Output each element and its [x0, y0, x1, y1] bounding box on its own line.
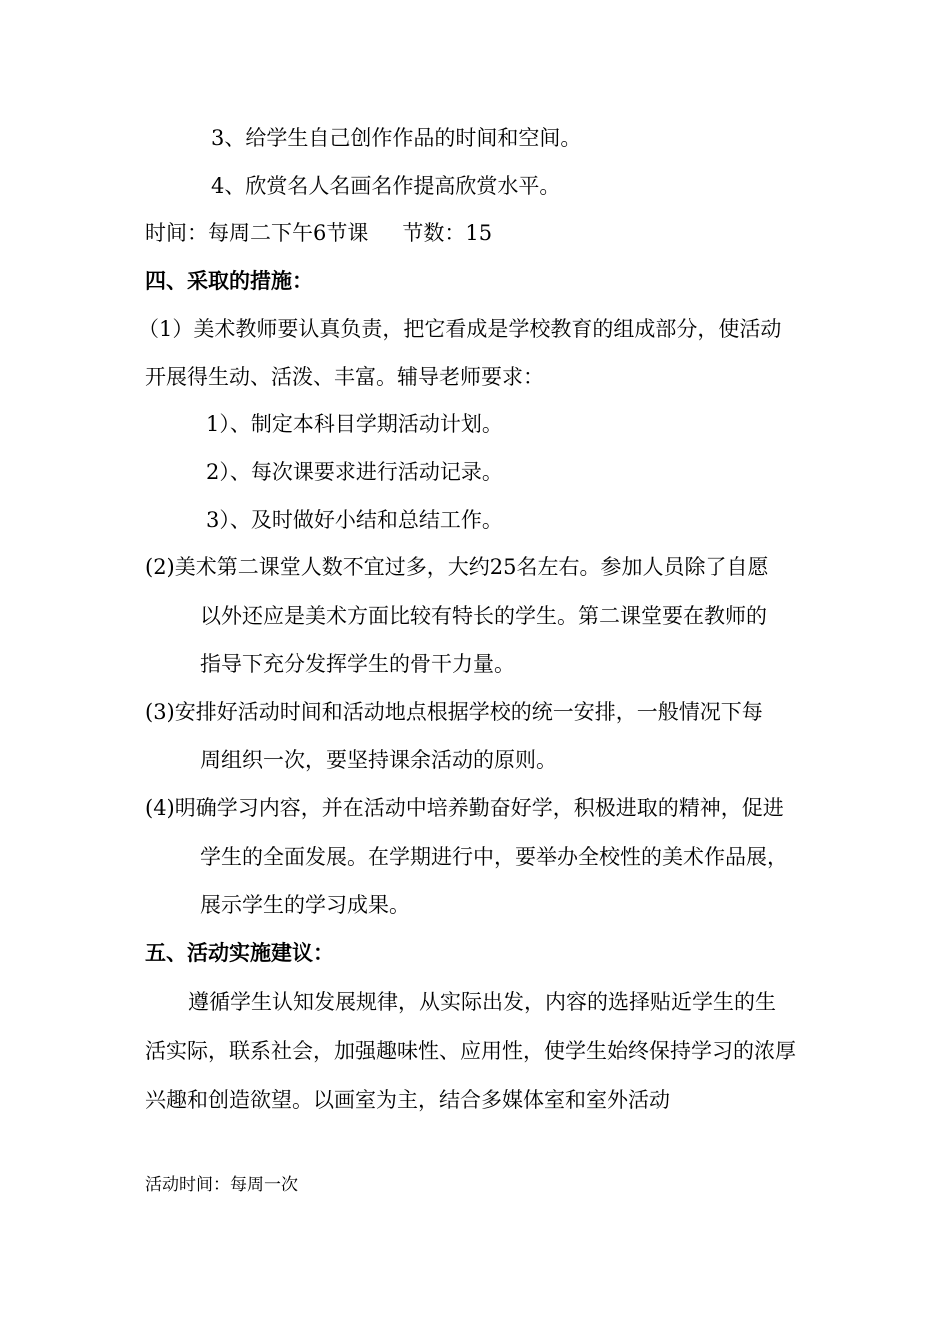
suggestion-line-2: 活实际，联系社会，加强趣味性、应用性，使学生始终保持学习的浓厚 — [145, 1039, 796, 1063]
suggestion-line-1: 遵循学生认知发展规律，从实际出发，内容的选择贴近学生的生 — [188, 990, 776, 1014]
schedule-line — [145, 220, 492, 246]
measure-3-line-1: (3)安排好活动时间和活动地点根据学校的统一安排，一般情况下每 — [145, 700, 763, 724]
measure-4-line-3: 展示学生的学习成果。 — [200, 893, 410, 917]
requirement-3: 3）、及时做好小结和总结工作。 — [206, 508, 503, 532]
schedule-count: 节数：15 — [402, 221, 493, 245]
requirement-2: 2）、每次课要求进行活动记录。 — [206, 460, 503, 484]
measure-1-line-1: （1）美术教师要认真负责，把它看成是学校教育的组成部分，使活动 — [138, 317, 782, 341]
measure-2-line-3: 指导下充分发挥学生的骨干力量。 — [200, 652, 515, 676]
activity-time: 活动时间：每周一次 — [145, 1175, 298, 1195]
measure-1-line-2: 开展得生动、活泼、丰富。辅导老师要求： — [145, 365, 544, 389]
schedule-time: 时间：每周二下午6节课 — [145, 221, 369, 245]
measure-4-line-1: (4)明确学习内容，并在活动中培养勤奋好学，积极进取的精神，促进 — [145, 796, 784, 820]
requirement-1: 1）、制定本科目学期活动计划。 — [206, 412, 503, 436]
measure-3-line-2: 周组织一次，要坚持课余活动的原则。 — [200, 748, 557, 772]
goal-item-3: 3、给学生自己创作作品的时间和空间。 — [211, 126, 582, 150]
section-5-heading: 五、活动实施建议： — [145, 941, 334, 965]
measure-2-line-1: (2)美术第二课堂人数不宜过多，大约25名左右。参加人员除了自愿 — [145, 555, 769, 579]
goal-item-4: 4、欣赏名人名画名作提高欣赏水平。 — [211, 174, 561, 198]
measure-2-line-2: 以外还应是美术方面比较有特长的学生。第二课堂要在教师的 — [200, 604, 767, 628]
suggestion-line-3: 兴趣和创造欲望。以画室为主，结合多媒体室和室外活动 — [145, 1088, 670, 1112]
measure-4-line-2: 学生的全面发展。在学期进行中，要举办全校性的美术作品展， — [200, 845, 788, 869]
section-4-heading: 四、采取的措施： — [145, 269, 313, 293]
